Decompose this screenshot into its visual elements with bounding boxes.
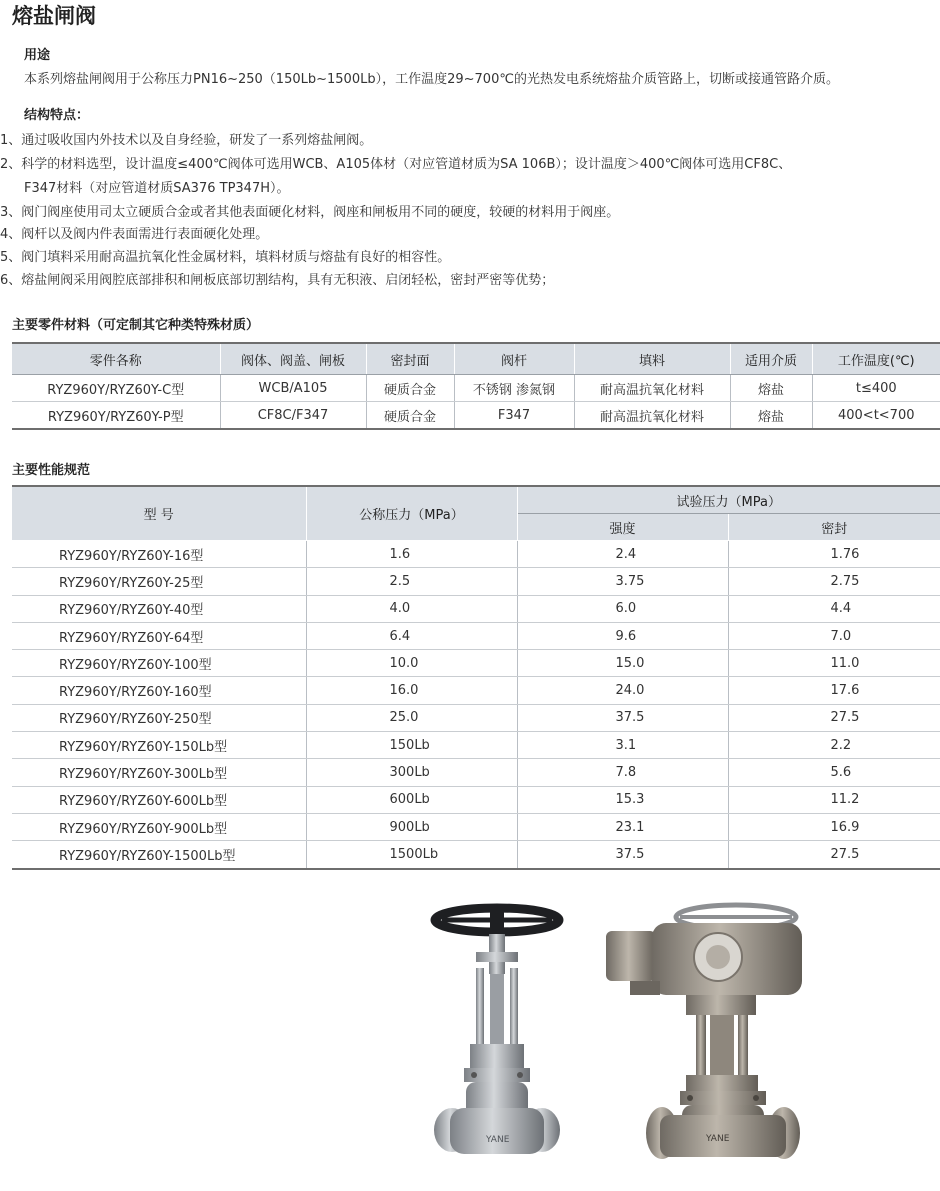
feature-number: 6、 <box>0 273 22 288</box>
table-cell: 6.0 <box>517 595 728 622</box>
feature-text: 阀杆以及阀内件表面需进行表面硬化处理。 <box>21 227 269 242</box>
table-cell: 17.6 <box>728 677 940 704</box>
feature-item <box>0 201 619 220</box>
feature-text: 通过吸收国内外技术以及自身经验，研发了一系列熔盐闸阀。 <box>21 133 373 148</box>
table-cell: 1500Lb <box>306 841 517 869</box>
table-cell: 3.1 <box>517 732 728 759</box>
table-cell: 4.4 <box>728 595 940 622</box>
electric-actuator-icon <box>606 923 802 995</box>
table-cell: 2.4 <box>517 541 728 568</box>
table-cell: RYZ960Y/RYZ60Y-C型 <box>12 375 220 402</box>
table-row <box>12 595 940 622</box>
brand-mark: YANE <box>486 1135 510 1145</box>
table-cell: RYZ960Y/RYZ60Y-600Lb型 <box>12 786 306 813</box>
table-cell: F347 <box>454 402 574 430</box>
header-seal: 密封 <box>728 514 940 541</box>
table-cell: 150Lb <box>306 732 517 759</box>
header-temperature: 工作温度(℃) <box>812 343 940 375</box>
table-cell: RYZ960Y/RYZ60Y-250型 <box>12 704 306 731</box>
feature-item <box>0 223 268 242</box>
header-body-material: 阀体、阀盖、闸板 <box>220 343 366 375</box>
table-cell: 9.6 <box>517 622 728 649</box>
table-cell: 2.75 <box>728 568 940 595</box>
table-row <box>12 402 940 430</box>
table-row <box>12 677 940 704</box>
header-seal-face: 密封面 <box>366 343 454 375</box>
table-cell: 10.0 <box>306 650 517 677</box>
table-cell: 11.2 <box>728 786 940 813</box>
table-row <box>12 568 940 595</box>
table-cell: 300Lb <box>306 759 517 786</box>
feature-number: 4、 <box>0 227 22 242</box>
usage-heading: 用途 <box>24 48 51 63</box>
table-cell: WCB/A105 <box>220 375 366 402</box>
parts-header-row <box>12 343 940 375</box>
table-cell: RYZ960Y/RYZ60Y-100型 <box>12 650 306 677</box>
table-cell: 7.8 <box>517 759 728 786</box>
page-title: 熔盐闸阀 <box>12 4 96 28</box>
table-cell: 3.75 <box>517 568 728 595</box>
table-cell: 7.0 <box>728 622 940 649</box>
feature-text: 科学的材料选型，设计温度≤400℃阀体可选用WCB、A105体材（对应管道材质为SA 106B）；设计温度＞400℃阀体可选用CF8C、 <box>21 157 792 172</box>
table-cell: t≤400 <box>812 375 940 402</box>
table-row <box>12 786 940 813</box>
feature-text: 阀门阀座使用司太立硬质合金或者其他表面硬化材料，阀座和闸板用不同的硬度，较硬的材料用于阀座。 <box>21 205 620 220</box>
table-cell: RYZ960Y/RYZ60Y-900Lb型 <box>12 813 306 840</box>
table-cell: 25.0 <box>306 704 517 731</box>
feature-item <box>0 269 554 288</box>
feature-number: 3、 <box>0 205 22 220</box>
table-row <box>12 841 940 869</box>
feature-number: 1、 <box>0 133 22 148</box>
table-row <box>12 704 940 731</box>
table-row <box>12 622 940 649</box>
feature-text: 熔盐闸阀采用阀腔底部排积和闸板底部切割结构，具有无积液、启闭轻松，密封严密等优势； <box>21 273 555 288</box>
parts-table <box>12 342 940 430</box>
handwheel-valve-photo <box>420 898 580 1173</box>
features-heading: 结构特点： <box>24 108 90 123</box>
usage-text: 本系列熔盐闸阀用于公称压力PN16~250（150Lb~1500Lb），工作温度29~700℃的光热发电系统熔盐介质管路上，切断或接通管路介质。 <box>24 72 839 87</box>
table-cell: 2.5 <box>306 568 517 595</box>
table-cell: RYZ960Y/RYZ60Y-40型 <box>12 595 306 622</box>
table-cell: 硬质合金 <box>366 402 454 430</box>
table-cell: 不锈钢 渗氮钢 <box>454 375 574 402</box>
table-cell: RYZ960Y/RYZ60Y-300Lb型 <box>12 759 306 786</box>
perf-table-title: 主要性能规范 <box>12 463 91 478</box>
parts-table-title: 主要零件材料（可定制其它种类特殊材质） <box>12 318 260 333</box>
header-stem: 阀杆 <box>454 343 574 375</box>
table-row <box>12 813 940 840</box>
header-medium: 适用介质 <box>730 343 812 375</box>
performance-table <box>12 485 940 870</box>
table-cell: RYZ960Y/RYZ60Y-P型 <box>12 402 220 430</box>
feature-text-continued: F347材料（对应管道材质SA376 TP347H）。 <box>24 181 290 196</box>
table-cell: 硬质合金 <box>366 375 454 402</box>
table-cell: RYZ960Y/RYZ60Y-1500Lb型 <box>12 841 306 869</box>
table-cell: 900Lb <box>306 813 517 840</box>
table-cell: 熔盐 <box>730 402 812 430</box>
table-cell: 1.76 <box>728 541 940 568</box>
table-cell: RYZ960Y/RYZ60Y-150Lb型 <box>12 732 306 759</box>
feature-item <box>0 153 791 172</box>
perf-header-row <box>12 486 940 514</box>
table-row <box>12 541 940 568</box>
table-cell: RYZ960Y/RYZ60Y-160型 <box>12 677 306 704</box>
table-cell: 2.2 <box>728 732 940 759</box>
table-row <box>12 759 940 786</box>
header-nominal-pressure: 公称压力（MPa） <box>306 486 517 541</box>
table-cell: RYZ960Y/RYZ60Y-25型 <box>12 568 306 595</box>
table-row <box>12 375 940 402</box>
feature-number: 5、 <box>0 250 22 265</box>
header-model: 型 号 <box>12 486 306 541</box>
table-cell: 16.0 <box>306 677 517 704</box>
electric-actuator-valve-photo <box>600 895 810 1175</box>
table-cell: 27.5 <box>728 841 940 869</box>
table-cell: 5.6 <box>728 759 940 786</box>
header-strength: 强度 <box>517 514 728 541</box>
header-part-name: 零件各称 <box>12 343 220 375</box>
table-cell: 耐高温抗氧化材料 <box>574 402 730 430</box>
table-cell: 600Lb <box>306 786 517 813</box>
feature-item <box>0 246 450 265</box>
table-cell: RYZ960Y/RYZ60Y-16型 <box>12 541 306 568</box>
table-cell: 11.0 <box>728 650 940 677</box>
table-row <box>12 732 940 759</box>
table-cell: 6.4 <box>306 622 517 649</box>
table-cell: 1.6 <box>306 541 517 568</box>
table-cell: 16.9 <box>728 813 940 840</box>
brand-mark: YANE <box>706 1134 730 1144</box>
table-cell: 熔盐 <box>730 375 812 402</box>
table-cell: 15.3 <box>517 786 728 813</box>
table-cell: 4.0 <box>306 595 517 622</box>
table-row <box>12 650 940 677</box>
header-test-pressure: 试验压力（MPa） <box>517 486 940 514</box>
feature-item <box>0 129 372 148</box>
table-cell: 400<t<700 <box>812 402 940 430</box>
table-cell: 15.0 <box>517 650 728 677</box>
table-cell: CF8C/F347 <box>220 402 366 430</box>
feature-number: 2、 <box>0 157 22 172</box>
handwheel-icon <box>435 908 559 936</box>
table-cell: 37.5 <box>517 841 728 869</box>
table-cell: 24.0 <box>517 677 728 704</box>
header-packing: 填料 <box>574 343 730 375</box>
table-cell: 23.1 <box>517 813 728 840</box>
table-cell: 耐高温抗氧化材料 <box>574 375 730 402</box>
table-cell: RYZ960Y/RYZ60Y-64型 <box>12 622 306 649</box>
feature-text: 阀门填料采用耐高温抗氧化性金属材料，填料材质与熔盐有良好的相容性。 <box>21 250 451 265</box>
table-cell: 27.5 <box>728 704 940 731</box>
table-cell: 37.5 <box>517 704 728 731</box>
